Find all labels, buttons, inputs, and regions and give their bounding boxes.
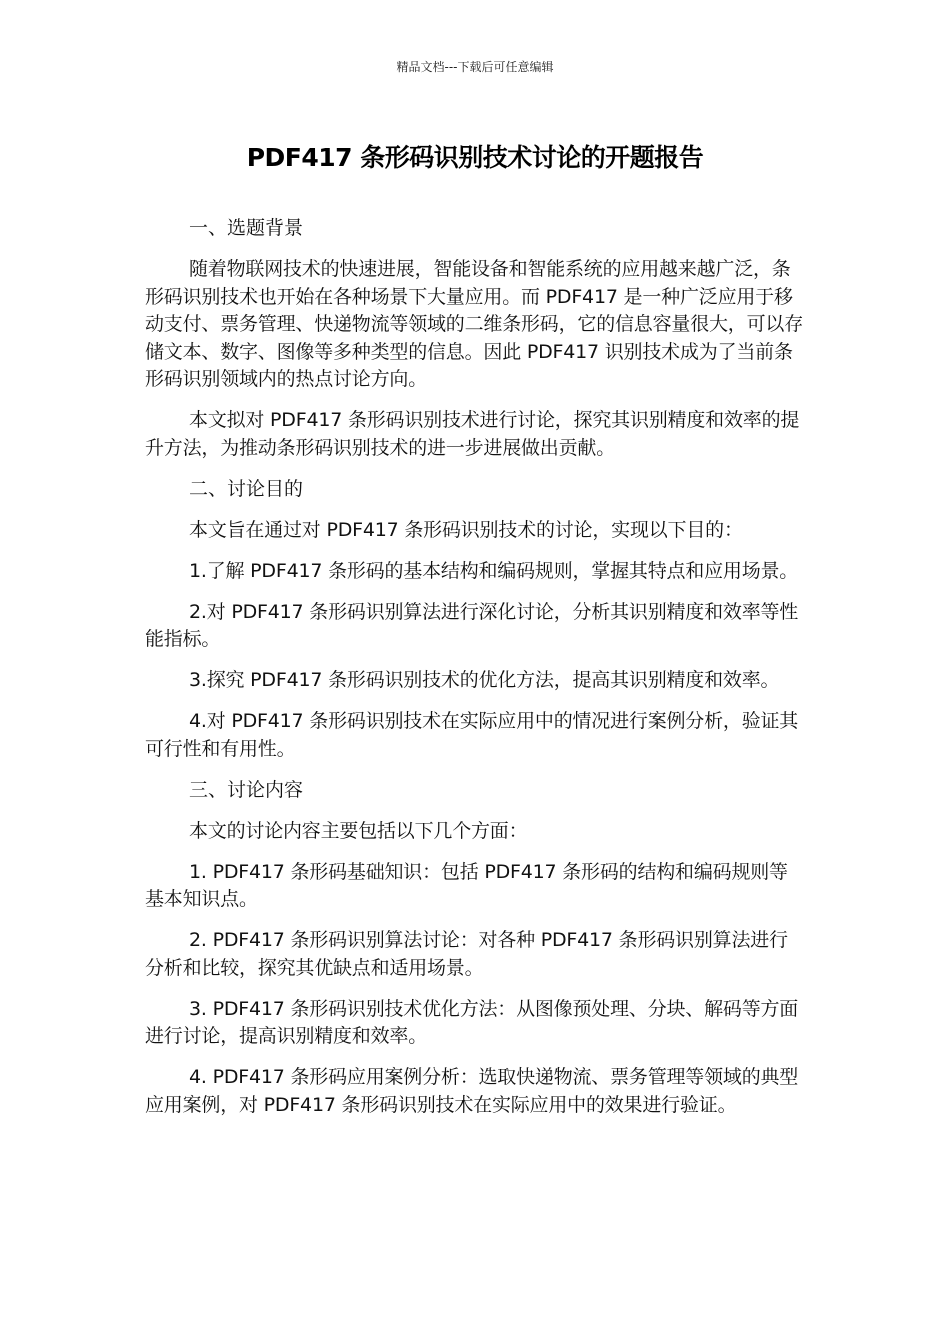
document-title: PDF417 条形码识别技术讨论的开题报告 (246, 143, 704, 172)
section-heading-background: 一、选题背景 (189, 217, 304, 239)
list-item-content-4: 4. PDF417 条形码应用案例分析：选取快递物流、票务管理等领域的典型应用案例，对 PDF417 条形码识别技术在实际应用中的效果进行验证。 (145, 1066, 799, 1116)
paragraph-purpose-intro: 本文旨在通过对 PDF417 条形码识别技术的讨论，实现以下目的： (189, 518, 743, 541)
list-item-purpose-3: 3.探究 PDF417 条形码识别技术的优化方法，提高其识别精度和效率。 (189, 669, 780, 691)
header-note: 精品文档---下载后可任意编辑 (396, 60, 554, 74)
paragraph-background-2: 本文拟对 PDF417 条形码识别技术进行讨论，探究其识别精度和效率的提升方法，为推动条形码识别技术的进一步进展做出贡献。 (145, 409, 800, 459)
list-item-purpose-4: 4.对 PDF417 条形码识别技术在实际应用中的情况进行案例分析，验证其可行性和有用性。 (145, 710, 799, 760)
list-item-content-1: 1. PDF417 条形码基础知识：包括 PDF417 条形码的结构和编码规则等基本知识点。 (145, 860, 788, 910)
paragraph-background-1: 随着物联网技术的快速进展，智能设备和智能系统的应用越来越广泛，条形码识别技术也开始在各种场景下大量应用。而 PDF417 是一种广泛应用于移动支付、票务管理、快递物流等领域的二维条形码，它的信息容量很大，可以存储文本、数字、图像等多种类型的信息。因此 PDF417 识别技术成为了当前条形码识别领域内的热点讨论方向。 (145, 258, 804, 390)
section-heading-content: 三、讨论内容 (189, 778, 304, 801)
list-item-purpose-2: 2.对 PDF417 条形码识别算法进行深化讨论，分析其识别精度和效率等性能指标。 (145, 600, 799, 650)
list-item-purpose-1: 1.了解 PDF417 条形码的基本结构和编码规则，掌握其特点和应用场景。 (189, 559, 799, 582)
section-heading-purpose: 二、讨论目的 (189, 477, 304, 500)
list-item-content-2: 2. PDF417 条形码识别算法讨论：对各种 PDF417 条形码识别算法进行分析和比较，探究其优缺点和适用场景。 (145, 929, 788, 979)
paragraph-content-intro: 本文的讨论内容主要包括以下几个方面： (189, 819, 528, 842)
document-body (145, 215, 805, 1133)
list-item-content-3: 3. PDF417 条形码识别技术优化方法：从图像预处理、分块、解码等方面进行讨论，提高识别精度和效率。 (145, 997, 799, 1047)
